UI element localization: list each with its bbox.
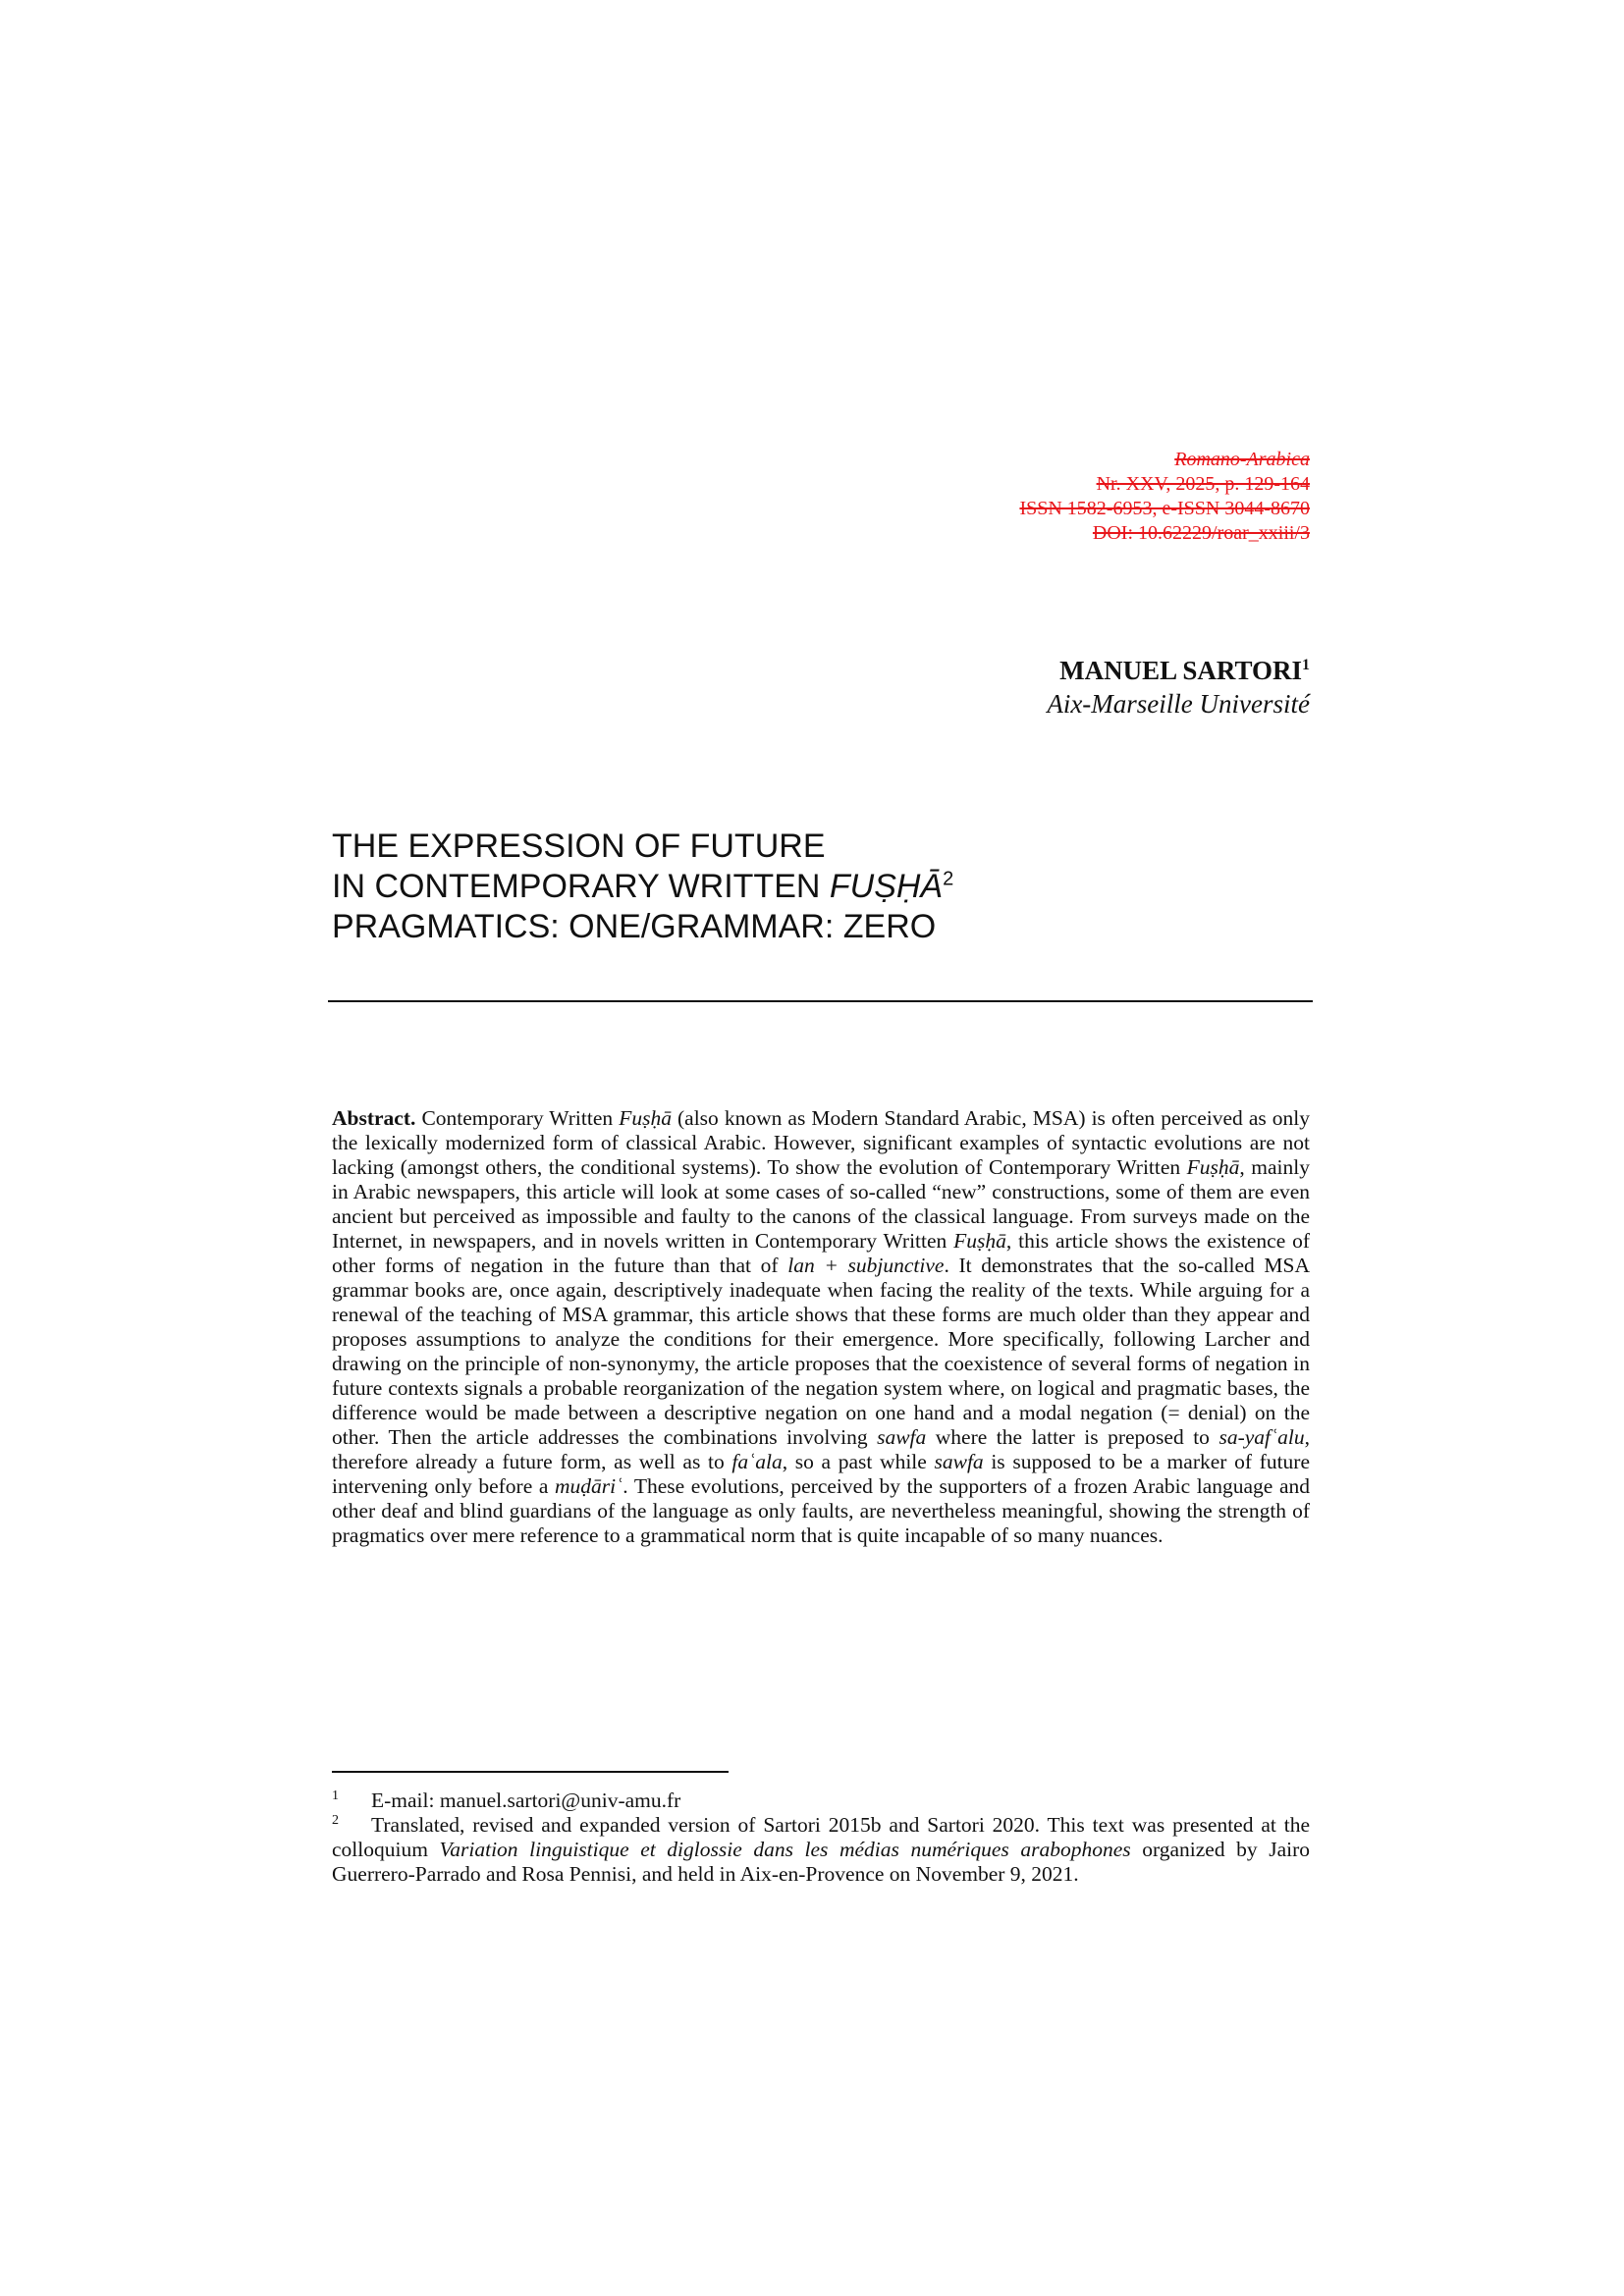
journal-issue: Nr. XXV, 2025, p. 129-164	[1096, 473, 1310, 495]
italic-term: Variation linguistique et diglossie dans les médias numériques arabophones	[439, 1838, 1131, 1861]
author-name: MANUEL SARTORI	[1059, 656, 1302, 685]
text-run: Contemporary Written	[415, 1106, 620, 1130]
title-footnote-mark: 2	[943, 868, 954, 890]
journal-doi: DOI: 10.62229/roar_xxiii/3	[1092, 522, 1310, 544]
footnote-2: 2 Translated, revised and expanded version of Sartori 2015b and Sartori 2020. This text was presented at the colloquium Variation linguistique et diglossie dans les médias numériques arabophones organized by Jairo Guerrero-Parrado and Rosa Pennisi, and held in Aix-en-Provence on November 9, 2021.	[332, 1812, 1311, 1886]
italic-term: Fuṣḥā	[953, 1229, 1006, 1253]
italic-term: Fuṣḥā	[1186, 1155, 1240, 1179]
footnotes	[332, 1789, 1310, 1887]
italic-term: sawfa	[934, 1450, 984, 1473]
title-line-2-prefix: IN CONTEMPORARY WRITTEN	[332, 868, 830, 905]
text-run: . These evolutions, perceived by the supporters of a frozen Arabic language and other deaf and blind guardians of the language as only faults, are nevertheless meaningful, showing the strength of pragmatics over mere reference to a grammatical norm that is quite incapable of so many nuances.	[332, 1474, 1310, 1547]
journal-header	[1019, 448, 1310, 546]
text-run: , therefore already a future form, as well as to	[332, 1425, 1311, 1473]
text-run: , mainly in Arabic newspapers, this article will look at some cases of so-called “new” constructions, some of them are even ancient but perceived as impossible and faulty to the canons of the classical language. From surveys made on the Internet, in newspapers, and in novels written in Contemporary Written	[332, 1155, 1310, 1253]
italic-term: sawfa	[877, 1425, 927, 1449]
text-run: (also known as Modern Standard Arabic, MSA) is often perceived as only the lexically modernized form of classical Arabic. However, significant examples of syntactic evolutions are not lacking (amongst others, the conditional systems). To show the evolution of Contemporary Written	[332, 1106, 1311, 1179]
author-footnote-mark: 1	[1302, 657, 1310, 673]
text-run: E-mail: manuel.sartori@univ-amu.fr	[371, 1789, 681, 1812]
journal-name: Romano-Arabica	[1174, 449, 1310, 470]
footnote-divider	[332, 1771, 729, 1773]
journal-issn: ISSN 1582-6953, e-ISSN 3044-8670	[1019, 498, 1310, 519]
abstract	[332, 1106, 1310, 1548]
article-title	[332, 827, 1314, 947]
title-divider	[328, 1000, 1313, 1002]
italic-term: sa-yafʿalu	[1218, 1425, 1305, 1449]
text-run: , so a past while	[782, 1450, 935, 1473]
text-run: Translated, revised and expanded version of Sartori 2015b and Sartori 2020. This text was presented at the colloquium	[332, 1813, 1310, 1861]
title-line-3: PRAGMATICS: ONE/GRAMMAR: ZERO	[332, 908, 937, 945]
italic-term: Fuṣḥā	[619, 1106, 672, 1130]
italic-term: muḍāriʿ	[555, 1474, 623, 1498]
title-line-1: THE EXPRESSION OF FUTURE	[332, 828, 826, 865]
title-line-2-italic: FUṢḤĀ	[829, 868, 944, 905]
text-run: . It demonstrates that the so-called MSA grammar books are, once again, descriptively inadequate when facing the reality of the texts. While arguing for a renewal of the teaching of MSA grammar, this article shows that these forms are much older than they appear and proposes assumptions to analyze the conditions for their emergence. More specifically, following Larcher and drawing on the principle of non-synonymy, the article proposes that the coexistence of several forms of negation in future contexts signals a probable reorganization of the negation system where, on logical and pragmatic bases, the difference would be made between a descriptive negation on one hand and a modal negation (= denial) on the other. Then the article addresses the combinations involving	[332, 1254, 1310, 1449]
italic-term: faʿala	[731, 1450, 783, 1473]
author-affiliation: Aix-Marseille Université	[1047, 689, 1310, 719]
text-run: where the latter is preposed to	[926, 1425, 1219, 1449]
text-run: organized by Jairo Guerrero-Parrado and Rosa Pennisi, and held in Aix-en-Provence on November 9, 2021.	[332, 1838, 1311, 1886]
text-run: is supposed to be a marker of future intervening only before a	[332, 1450, 1310, 1498]
author-block	[1047, 654, 1310, 721]
author-name-line	[1047, 654, 1310, 687]
title-line-2	[332, 867, 1314, 907]
abstract-label: Abstract.	[332, 1106, 416, 1130]
footnote-1: 1 E-mail: manuel.sartori@univ-amu.fr	[332, 1788, 681, 1812]
text-run: , this article shows the existence of other forms of negation in the future than that of	[332, 1229, 1310, 1277]
abstract-body	[332, 1106, 1310, 1547]
italic-term: lan + subjunctive	[787, 1254, 945, 1277]
